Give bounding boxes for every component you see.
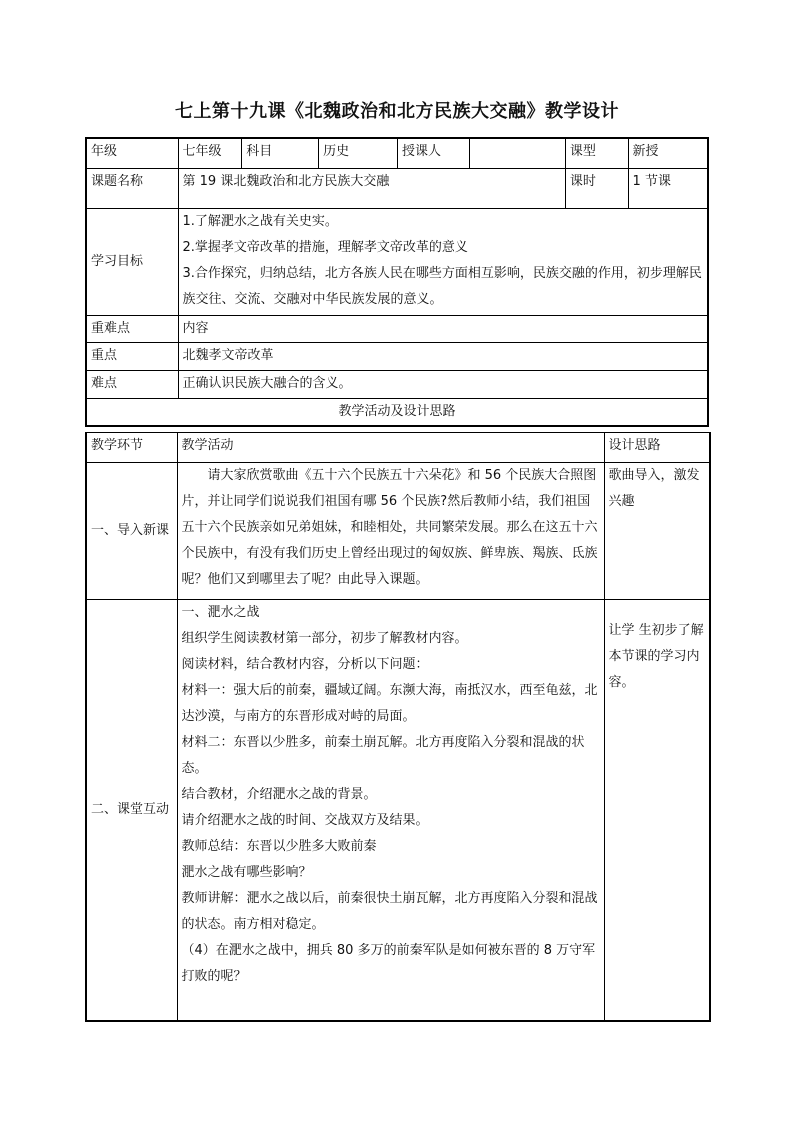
type-label: 课型 — [565, 138, 628, 168]
stage-activity — [177, 600, 604, 1021]
activity-section-title: 教学活动及设计思路 — [86, 398, 708, 426]
key-point-label: 重点 — [86, 342, 178, 370]
activity-line: （4）在淝水之战中，拥兵 80 多万的前秦军队是如何被东晋的 8 万守军打败的呢？ — [181, 943, 596, 984]
difficulty-header-value: 内容 — [178, 315, 708, 342]
activity-line: 教师讲解：淝水之战以后，前秦很快土崩瓦解，北方再度陷入分裂和混战的状态。南方相对稳定。 — [181, 891, 598, 932]
stage-design: 让学 生初步了解本节课的学习内容。 — [604, 600, 710, 1021]
activity-line: 材料一：强大后的前秦，疆域辽阔。东濒大海，南抵汉水，西至龟兹，北达沙漠，与南方的东晋形成对峙的局面。 — [181, 683, 598, 724]
stage-name: 一、导入新课 — [86, 463, 177, 600]
activity-line: 材料二：东晋以少胜多，前秦土崩瓦解。北方再度陷入分裂和混战的状态。 — [181, 735, 585, 776]
grade-value: 七年级 — [178, 138, 242, 168]
goal-item: 2.掌握孝文帝改革的措施，理解孝文帝改革的意义 — [182, 239, 468, 255]
subject-label: 科目 — [242, 138, 319, 168]
column-header-design: 设计思路 — [604, 433, 710, 463]
type-value: 新授 — [628, 138, 708, 168]
activity-line: 淝水之战有哪些影响？ — [181, 865, 312, 880]
column-header-stage: 教学环节 — [86, 433, 177, 463]
difficulty-header-label: 重难点 — [86, 315, 178, 342]
topic-label: 课题名称 — [86, 168, 178, 208]
activity-line: 组织学生阅读教材第一部分，初步了解教材内容。 — [181, 631, 468, 646]
activity-line: 阅读材料，结合教材内容，分析以下问题： — [181, 657, 429, 672]
hard-point-label: 难点 — [86, 370, 178, 398]
hard-point-value: 正确认识民族大融合的含义。 — [178, 370, 708, 398]
stage-name: 二、课堂互动 — [86, 600, 177, 1021]
page-title: 七上第十九课《北魏政治和北方民族大交融》教学设计 — [175, 101, 619, 122]
activity-table — [85, 432, 711, 1022]
key-point-value: 北魏孝文帝改革 — [178, 342, 708, 370]
stage-activity — [177, 463, 604, 600]
topic-value: 第 19 课北魏政治和北方民族大交融 — [178, 168, 565, 208]
goals-content — [178, 208, 708, 315]
goal-item: 1.了解淝水之战有关史实。 — [182, 213, 338, 229]
hours-value: 1 节课 — [628, 168, 708, 208]
stage-design: 歌曲导入，激发兴趣 — [604, 463, 710, 600]
subject-value: 历史 — [319, 138, 398, 168]
goals-label: 学习目标 — [86, 208, 178, 315]
activity-line: 一、淝水之战 — [181, 605, 260, 620]
activity-line: 结合教材，介绍淝水之战的背景。 — [181, 787, 377, 802]
info-table — [85, 137, 709, 427]
activity-line: 请介绍淝水之战的时间、交战双方及结果。 — [181, 813, 429, 828]
goal-item: 3.合作探究，归纳总结，北方各族人民在哪些方面相互影响，民族交融的作用，初步理解民族交往、交流、交融对中华民族发展的意义。 — [182, 265, 702, 307]
teacher-label: 授课人 — [397, 138, 469, 168]
column-header-activity: 教学活动 — [177, 433, 604, 463]
teacher-value — [469, 138, 565, 168]
activity-paragraph: 请大家欣赏歌曲《五十六个民族五十六朵花》和 56 个民族大合照图片，并让同学们说说我们祖国有哪 56 个民族?然后教师小结，我们祖国五十六个民族亲如兄弟姐妹，和睦相处，共同繁荣发展。那么在这五十六个民族中，有没有我们历史上曾经出现过的匈奴族、鲜卑族、羯族、氐族呢？他们又到哪里去了呢？由此导入课题。 — [181, 468, 598, 587]
hours-label: 课时 — [565, 168, 628, 208]
grade-label: 年级 — [86, 138, 178, 168]
activity-line: 教师总结：东晋以少胜多大败前秦 — [181, 839, 377, 854]
